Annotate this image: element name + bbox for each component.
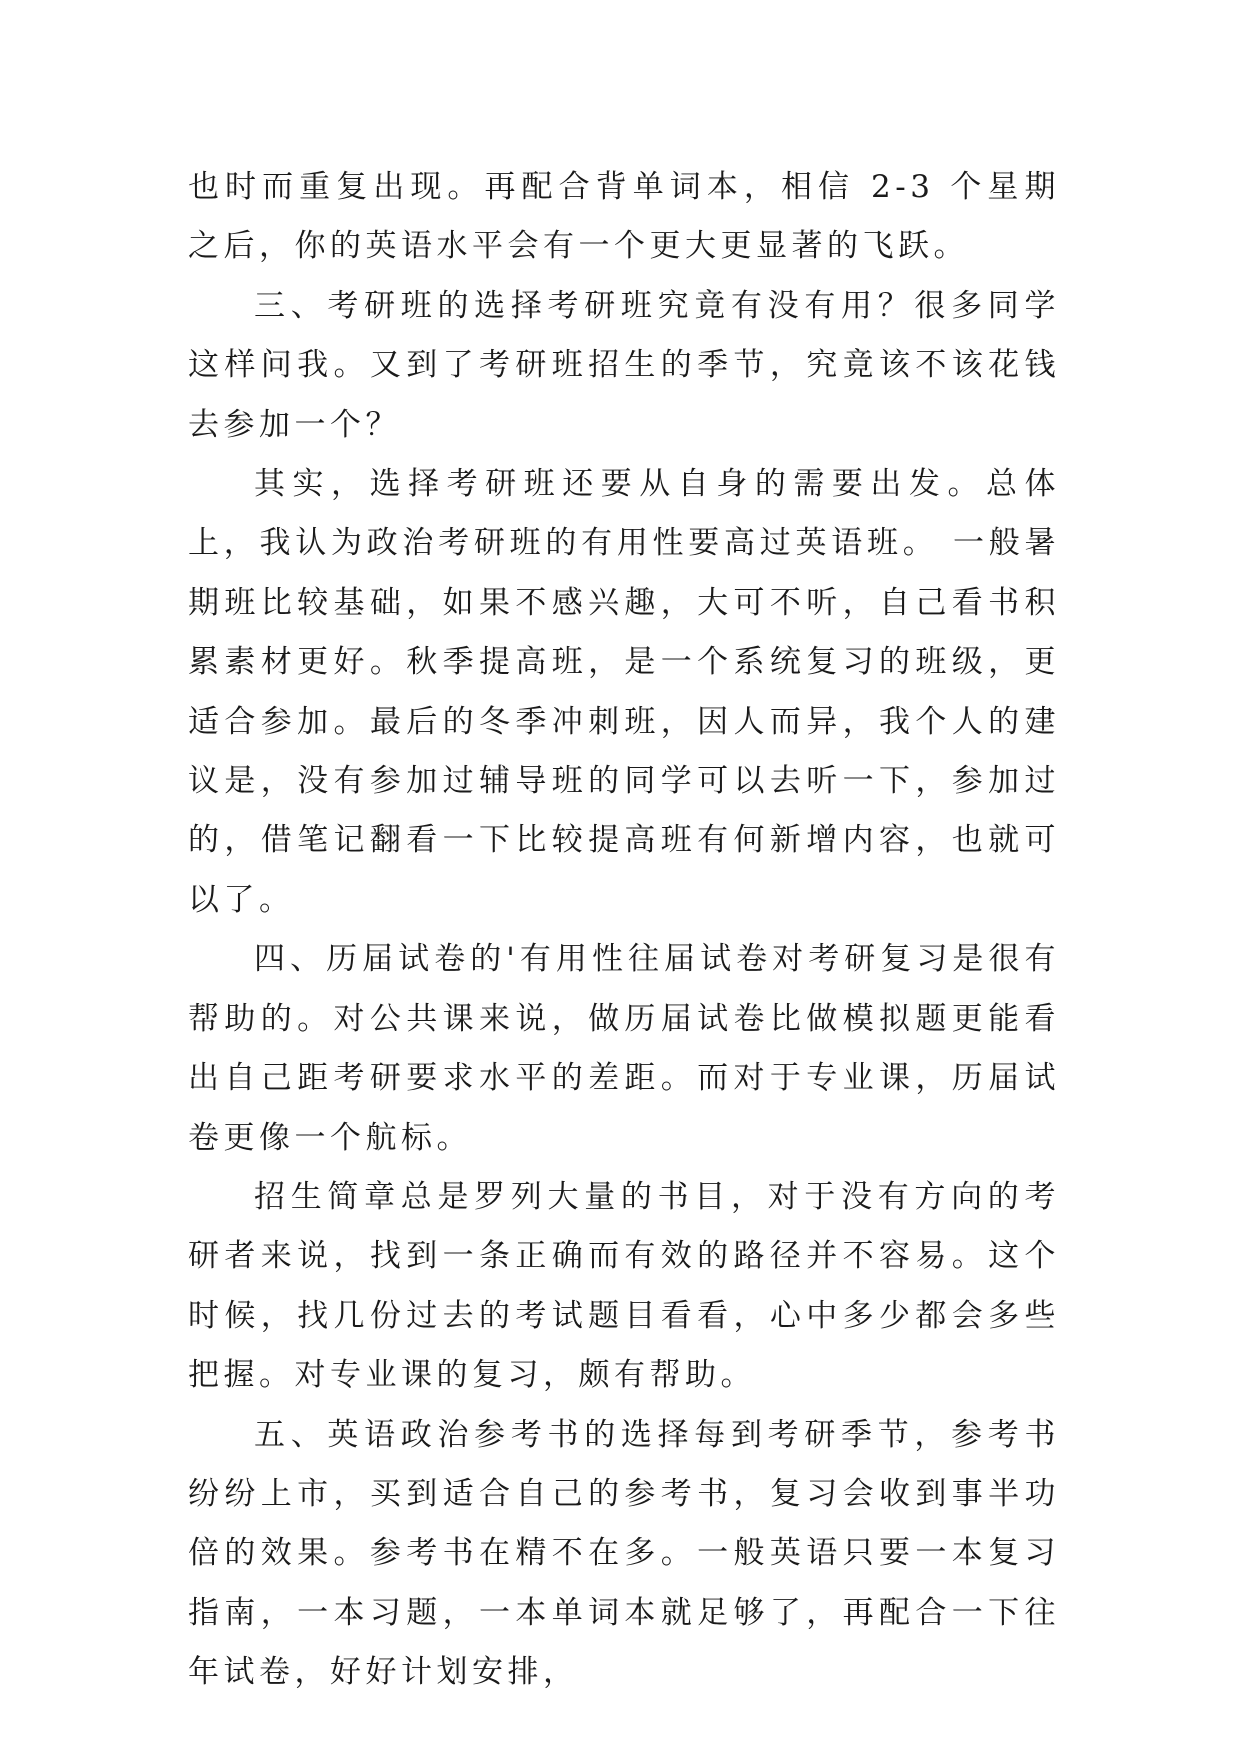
paragraph-6: 五、英语政治参考书的选择每到考研季节，参考书纷纷上市，买到适合自己的参考书，复习会收到事半功倍的效果。参考书在精不在多。一般英语只要一本复习指南，一本习题，一本单词本就足够了，再配合一下往年试卷，好好计划安排， — [188, 1416, 1060, 1691]
paragraph-1: 也时而重复出现。再配合背单词本，相信 2-3 个星期之后，你的英语水平会有一个更大更显著的飞跃。 — [188, 169, 1060, 265]
paragraph-4: 四、历届试卷的'有用性往届试卷对考研复习是很有帮助的。对公共课来说，做历届试卷比做模拟题更能看出自己距考研要求水平的差距。而对于专业课，历届试卷更像一个航标。 — [188, 941, 1060, 1156]
paragraph-5: 招生简章总是罗列大量的书目，对于没有方向的考研者来说，找到一条正确而有效的路径并不容易。这个时候，找几份过去的考试题目看看，心中多少都会多些把握。对专业课的复习，颇有帮助。 — [188, 1178, 1060, 1394]
body-text — [188, 158, 1060, 1703]
paragraph-2: 三、考研班的选择考研班究竟有没有用？很多同学这样问我。又到了考研班招生的季节，究竟该不该花钱去参加一个？ — [188, 287, 1060, 443]
paragraph-3: 其实，选择考研班还要从自身的需要出发。总体上，我认为政治考研班的有用性要高过英语班。 一般暑期班比较基础，如果不感兴趣，大可不听，自己看书积累素材更好。秋季提高班，是一个系统复习的班级，更适合参加。最后的冬季冲刺班，因人而异，我个人的建议是，没有参加过辅导班的同学可以去听一下，参加过的，借笔记翻看一下比较提高班有何新增内容，也就可以了。 — [188, 466, 1060, 918]
